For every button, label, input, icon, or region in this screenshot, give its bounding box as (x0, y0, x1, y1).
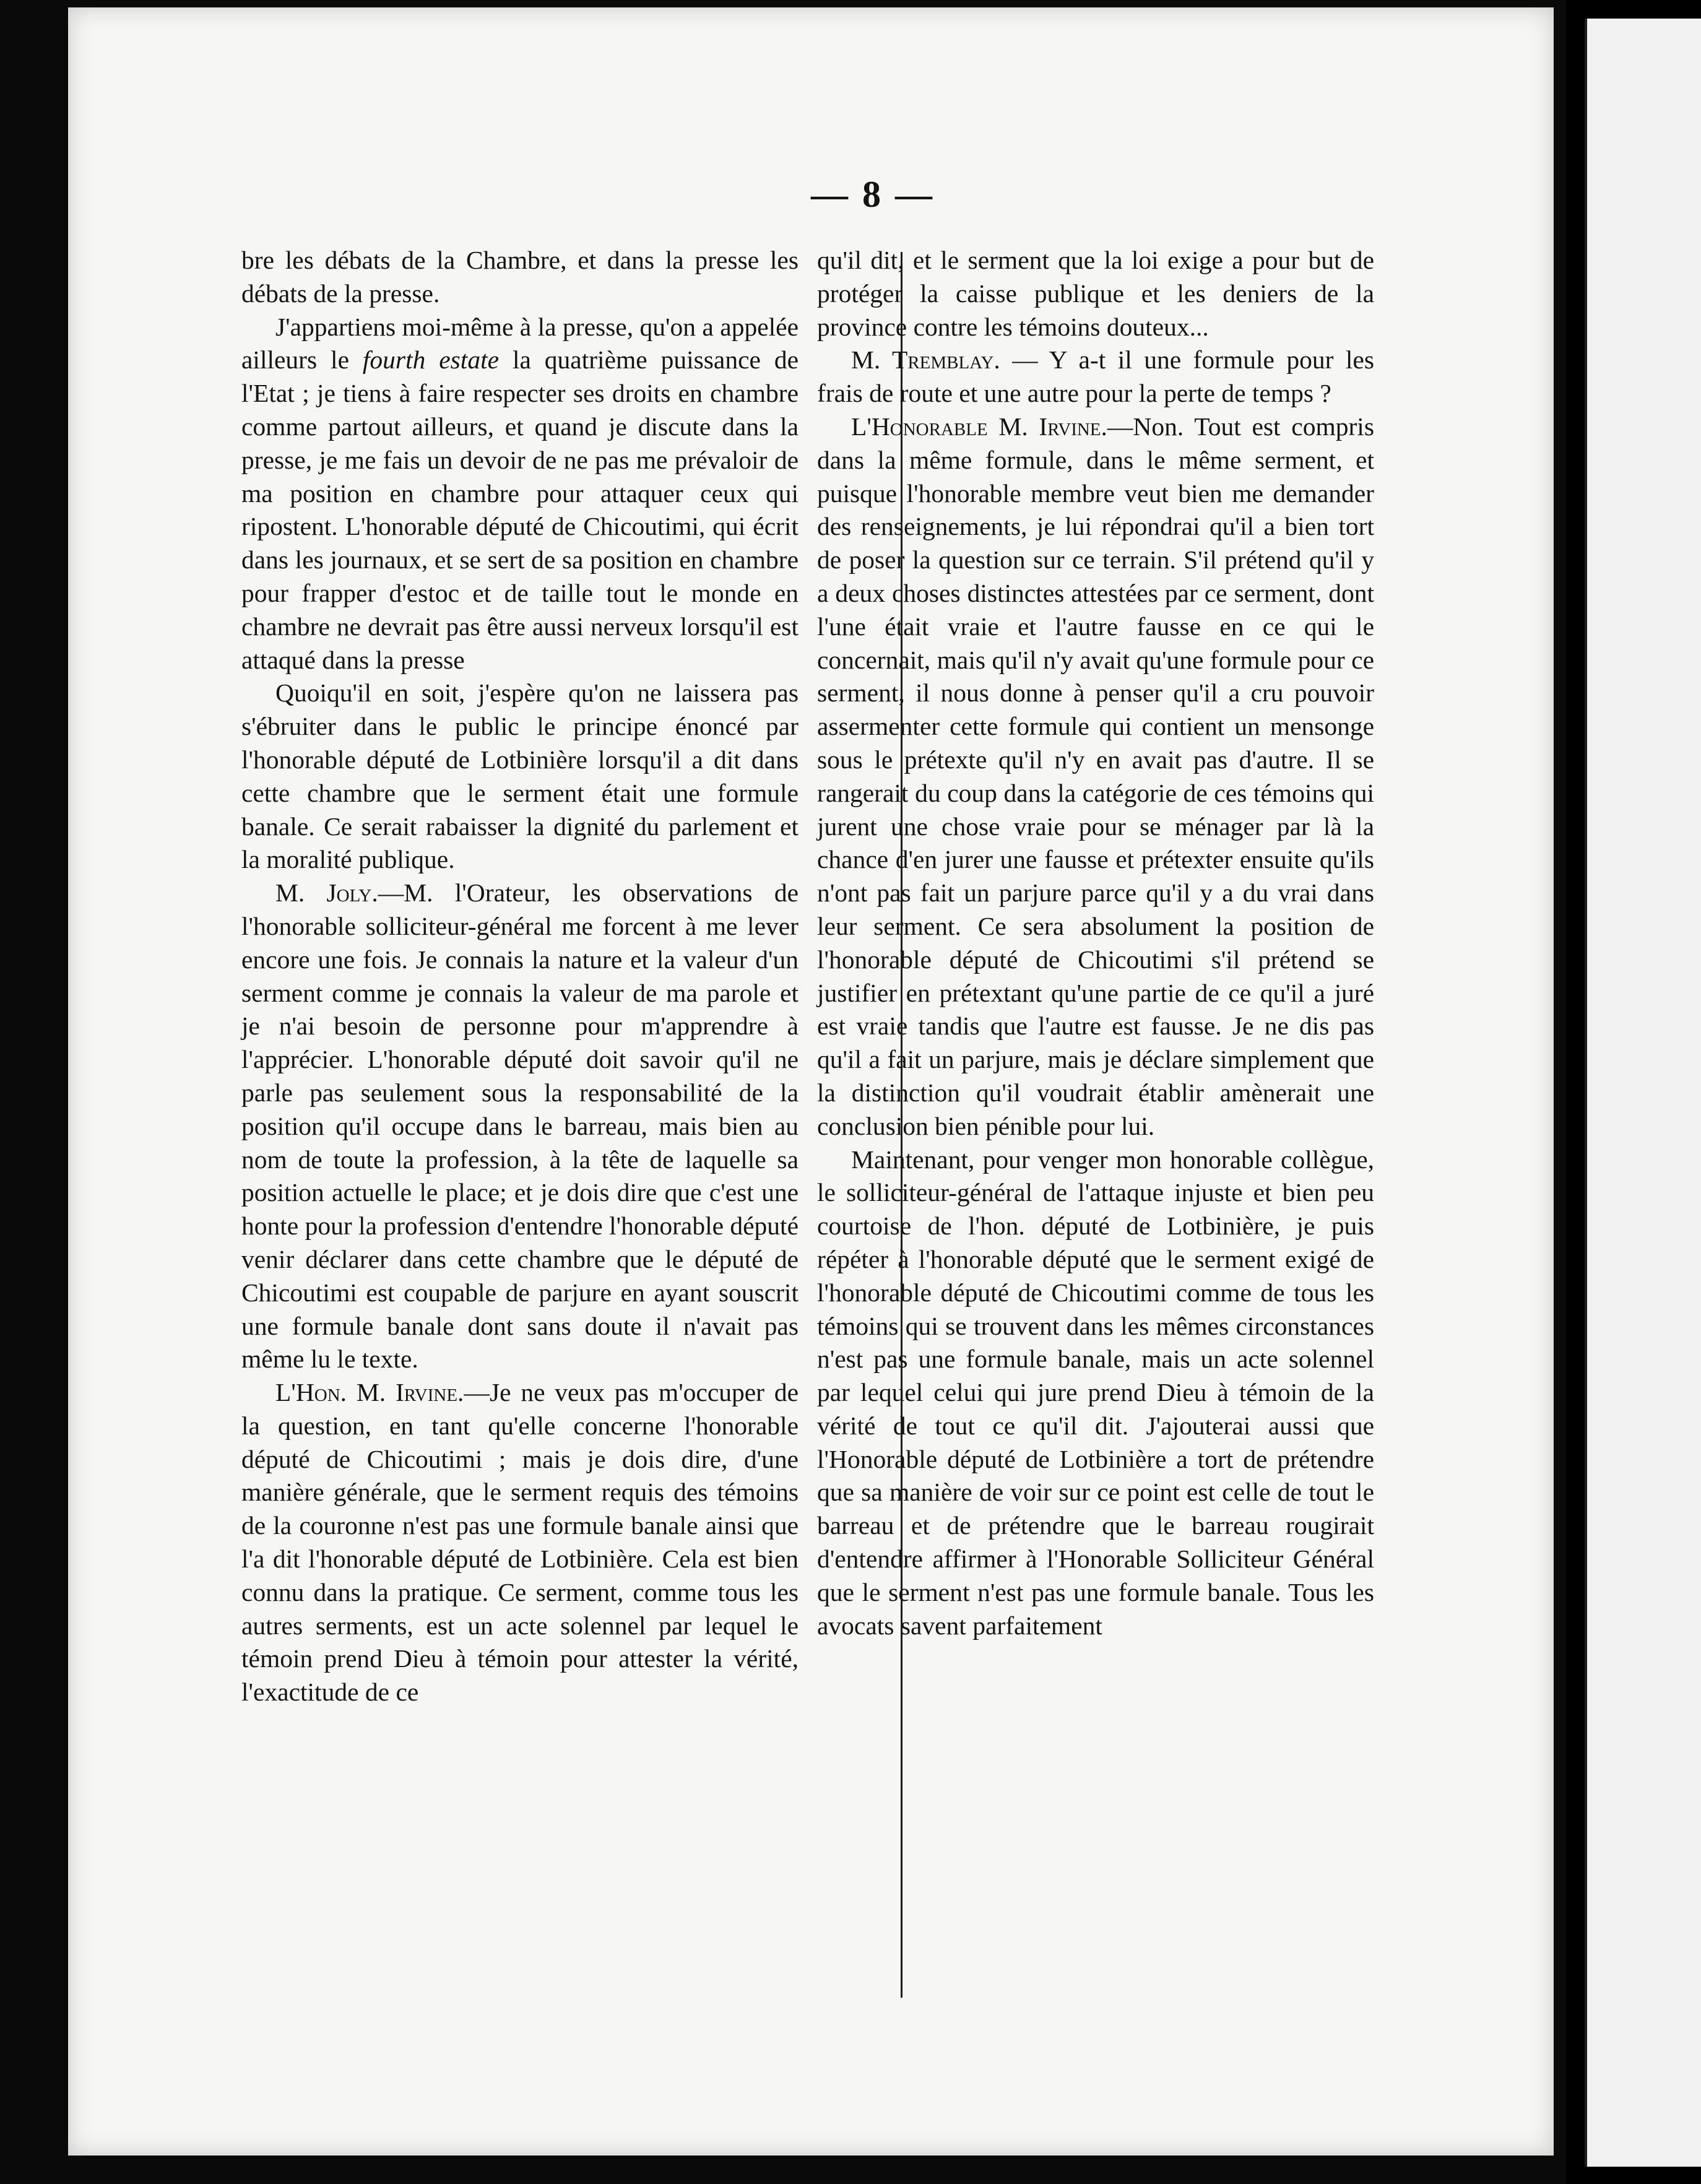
document-page (68, 7, 1554, 2156)
speaker-name: M. Tremblay. (851, 345, 1000, 375)
paragraph (817, 1143, 1374, 1643)
speaker-name: L'Hon. M. Irvine. (275, 1378, 464, 1407)
speaker-name: M. Joly. (275, 878, 378, 908)
paragraph (241, 1376, 799, 1709)
paragraph (817, 344, 1374, 410)
paragraph-text: —M. l'Orateur, les observations de l'honorable solliciteur-général me forcent à me lever encore une fois. Je connais la nature et la valeur d'un serment comme je connais la valeur de ma parole et je n'ai besoin de personne pour m'apprendre à l'apprécier. L'honorable député doit savoir qu'il ne parle pas seulement sous la responsabilité de la position qu'il occupe dans le barreau, mais bien au nom de toute la profession, à la tête de laquelle sa position actuelle le place; et je dois dire que c'est une honte pour la profession d'entendre l'honorable député venir déclarer dans cette chambre que le député de Chicoutimi est coupable de parjure en ayant souscrit une formule banale dont sans doute il n'avait pas même lu le texte. (241, 878, 799, 1374)
paragraph (241, 877, 799, 1376)
page-number: — 8 — (811, 174, 935, 215)
paragraph-text: Quoiqu'il en soit, j'espère qu'on ne laissera pas s'ébruiter dans le public le principe énoncé par l'honorable député de Lotbinière lorsqu'il a dit dans cette chambre que le serment était une formule banale. Ce serait rabaisser la dignité du parlement et la moralité publique. (241, 678, 799, 874)
left-column (241, 244, 799, 1709)
paragraph (241, 677, 799, 877)
paragraph-text: bre les débats de la Chambre, et dans la presse les débats de la presse. (241, 246, 799, 308)
paragraph-text: —Non. Tout est compris dans la même formule, dans le même serment, et puisque l'honorable membre veut bien me demander des renseignements, je lui répondrai qu'il a bien tort de poser la question sur ce terrain. S'il prétend qu'il y a deux choses distinctes attestées par ce serment, dont l'une était vraie et l'autre fausse en ce qui le concernait, mais qu'il n'y avait qu'une formule pour ce serment, il nous donne à penser qu'il a cru pouvoir assermenter cette formule qui contient un mensonge sous le prétexte qu'il n'y en avait pas d'autre. Il se rangerait du coup dans la catégorie de ces témoins qui jurent une chose vraie pour se ménager par là la chance d'en jurer une fausse et prétexter ensuite qu'ils n'ont pas fait un parjure parce qu'il y a du vrai dans leur serment. Ce sera absolument la position de l'honorable député de Chicoutimi s'il prétend se justifier en prétextant qu'une partie de ce qu'il a juré est vraie tandis que l'autre est fausse. Je ne dis pas qu'il a fait un parjure, mais je déclare simplement que la distinction qu'il voudrait établir amènerait une conclusion bien pénible pour lui. (817, 412, 1374, 1140)
adjacent-page-edge (1585, 19, 1701, 2167)
paragraph-text: —Je ne veux pas m'occuper de la question, en tant qu'elle concerne l'honorable député de Chicoutimi ; mais je dois dire, d'une manière générale, que le serment requis des témoins de la couronne n'est pas une formule banale ainsi que l'a dit l'honorable député de Lotbinière. Cela est bien connu dans la pratique. Ce serment, comme tous les autres serments, est un acte solennel par lequel le témoin prend Dieu à témoin pour attester la vérité, l'exactitude de ce (241, 1378, 799, 1707)
paragraph-text: Maintenant, pour venger mon honorable collègue, le solliciteur-général de l'attaque injuste et bien peu courtoise de l'hon. député de Lotbinière, je puis répéter à l'honorable député que le serment exigé de l'honorable député de Chicoutimi comme de tous les témoins qui se trouvent dans les mêmes circonstances n'est pas une formule banale, mais un acte solennel par lequel celui qui jure prend Dieu à témoin de la vérité de tout ce qu'il dit. J'ajouterai aussi que l'Honorable député de Lotbinière a tort de prétendre que sa manière de voir sur ce point est celle de tout le barreau et de prétendre que le barreau rougirait d'entendre affirmer à l'Honorable Solliciteur Général que le serment n'est pas une formule banale. Tous les avocats savent parfaitement (817, 1145, 1374, 1640)
speaker-name: L'Honorable M. Irvine. (851, 412, 1107, 441)
paragraph (241, 244, 799, 311)
paragraph-text: qu'il dit, et le serment que la loi exige a pour but de protéger la caisse publique et les deniers de la province contre les témoins douteux... (817, 246, 1374, 341)
paragraph-text: J'appartiens moi-même à la presse, qu'on a appelée ailleurs le fourth estate la quatrième puissance de l'Etat ; je tiens à faire respecter ses droits en chambre comme partout ailleurs, et quand je discute dans la presse, je me fais un devoir de ne pas me prévaloir de ma position en chambre pour attaquer ceux qui ripostent. L'honorable député de Chicoutimi, qui écrit dans les journaux, et se sert de sa position en chambre pour frapper d'estoc et de taille tout le monde en chambre ne devrait pas être aussi nerveux lorsqu'il est attaqué dans la presse (241, 312, 799, 674)
paragraph (817, 244, 1374, 344)
paragraph (817, 410, 1374, 1143)
paragraph (241, 311, 799, 677)
paragraph-text: — Y a-t il une formule pour les frais de route et une autre pour la perte de temps ? (817, 345, 1374, 408)
italic-phrase: fourth estate (362, 345, 500, 375)
right-column (817, 244, 1374, 1642)
